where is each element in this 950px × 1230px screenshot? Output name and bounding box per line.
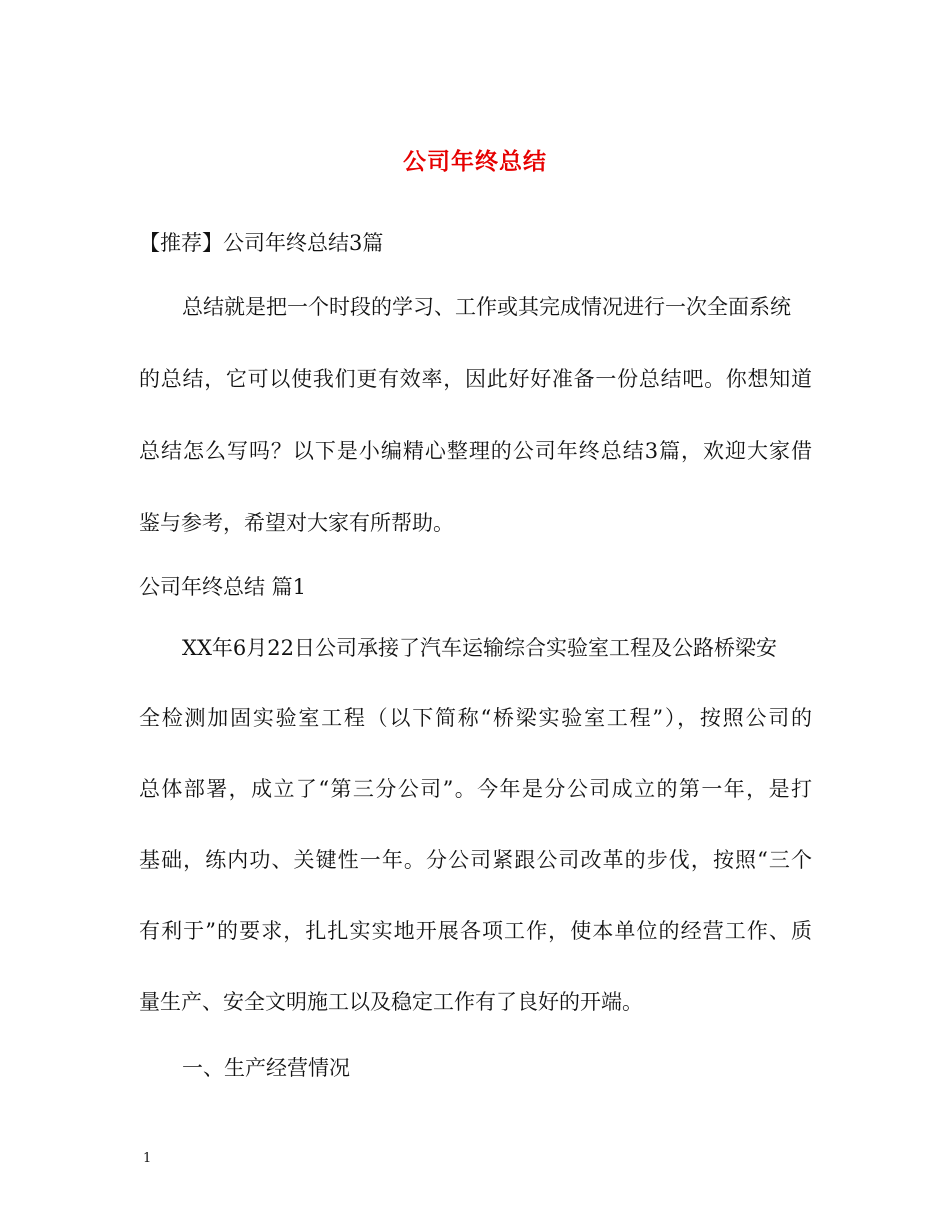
document-title: 公司年终总结 <box>403 148 547 175</box>
intro-line: 的总结，它可以使我们更有效率，因此好好准备一份总结吧。你想知道 <box>139 367 812 391</box>
intro-line: 总结怎么写吗？以下是小编精心整理的公司年终总结3篇，欢迎大家借 <box>139 439 812 463</box>
page-number: 1 <box>143 1151 152 1166</box>
body-line: 有利于”的要求，扎扎实实地开展各项工作，使本单位的经营工作、质 <box>139 919 812 943</box>
intro-line: 鉴与参考，希望对大家有所帮助。 <box>139 511 454 535</box>
subheading: 一、生产经营情况 <box>182 1056 350 1080</box>
body-line: XX年6月22日公司承接了汽车运输综合实验室工程及公路桥梁安 <box>182 636 777 660</box>
section-heading: 公司年终总结 篇1 <box>139 575 307 599</box>
body-line: 总体部署，成立了“第三分公司”。今年是分公司成立的第一年，是打 <box>139 777 812 801</box>
body-line: 全检测加固实验室工程（以下简称“桥梁实验室工程”），按照公司的 <box>139 706 812 730</box>
body-line: 量生产、安全文明施工以及稳定工作有了良好的开端。 <box>139 990 643 1014</box>
intro-line: 总结就是把一个时段的学习、工作或其完成情况进行一次全面系统 <box>182 295 791 319</box>
body-line: 基础，练内功、关键性一年。分公司紧跟公司改革的步伐，按照“三个 <box>139 848 812 872</box>
recommendation-line: 【推荐】公司年终总结3篇 <box>139 231 384 255</box>
